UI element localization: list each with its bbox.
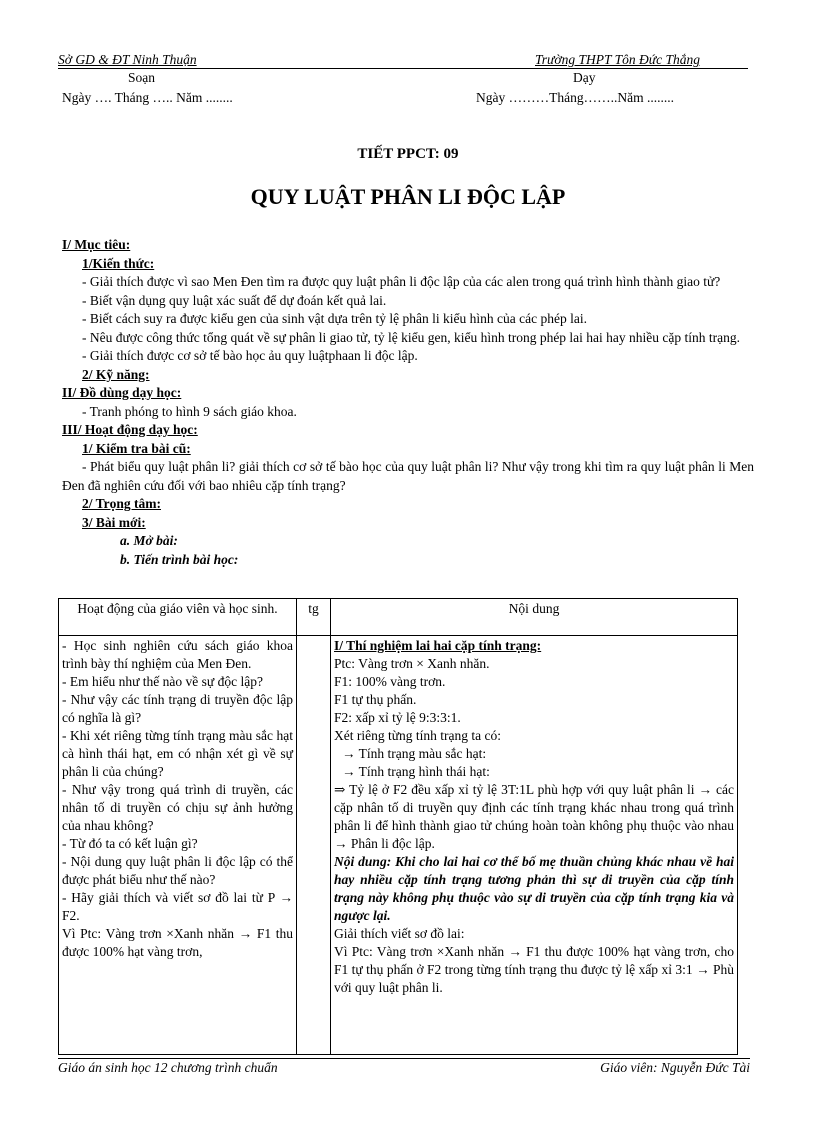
content-line: F2: xấp xỉ tỷ lệ 9:3:3:1. [334,710,461,725]
section-activities: III/ Hoạt động dạy học: [62,422,198,437]
lesson-title: QUY LUẬT PHÂN LI ĐỘC LẬP [250,184,566,209]
school-name: Trường THPT Tôn Đức Thắng [535,52,700,67]
content-heading: I/ Thí nghiệm lai hai cặp tính trạng: [334,638,542,653]
activity-line: - Em hiểu như thế nào về sự độc lập? [62,674,263,689]
soan-label: Soạn [128,70,155,85]
col-content-header: Nội dung [331,599,738,636]
section-review: 1/ Kiểm tra bài cũ: [82,440,191,456]
day-label: Dạy [573,70,596,85]
school-dept: Sở GD & ĐT Ninh Thuận [58,52,197,67]
activity-line: - Như vậy trong quá trình di truyền, các nhân tố di truyền có chịu sự ảnh hưởng của nhau không? [62,782,293,833]
knowledge-item: - Biết vận dụng quy luật xác suất để dự đoán kết quả lai. [82,292,387,308]
section-materials: II/ Đồ dùng dạy học: [62,385,182,400]
content-line: → Tính trạng hình thái hạt: [342,764,490,779]
knowledge-item: - Giải thích được vì sao Men Đen tìm ra được quy luật phân li độc lập của các alen trong quá trình hình thành giao tử? [82,274,721,289]
content-line: F1: 100% vàng trơn. [334,674,446,689]
page-footer [58,1058,750,1076]
knowledge-item: - Giải thích được cơ sở tế bào học ảu quy luậtphaan li độc lập. [82,348,418,363]
review-question: - Phát biểu quy luật phân li? giải thích cơ sở tế bào học của quy luật phân li? Như vậy trong khi tìm ra quy luật phân li Men Đen đã nghiên cứu đối với bao nhiêu cặp tính trạng? [62,459,754,493]
prep-date: Ngày …. Tháng ….. Năm ........ [62,90,233,105]
section-skills: 2/ Kỹ năng: [82,366,150,382]
activity-line: - Từ đó ta có kết luận gì? [62,836,198,851]
col-activities-header: Hoạt động của giáo viên và học sinh. [59,599,297,636]
section-focus: 2/ Trọng tâm: [82,496,161,511]
section-progress: b. Tiến trình bài học: [120,551,239,567]
content-line: Vì Ptc: Vàng trơn ×Xanh nhăn → F1 thu được 100% hạt vàng trơn, cho F1 tự thụ phấn ở F2 trong từng tính trạng thu được tỷ lệ xấp xỉ 3:1 → Phù với quy luật phân li. [334,944,734,995]
content-line: Giải thích viết sơ đồ lai: [334,926,465,941]
table-header-row [59,599,738,636]
teach-date: Ngày ………Tháng……..Năm ........ [476,90,674,105]
knowledge-item: - Nêu được công thức tổng quát về sự phân li giao tử, tỷ lệ kiểu gen, kiểu hình trong phép lai hai hay nhiều cặp tính trạng. [82,329,740,345]
law-statement: Nội dung: Khi cho lai hai cơ thể bố mẹ thuần chủng khác nhau về hai hay nhiều cặp tính trạng tương phản thì sự di truyền của cặp tính trạng này không phụ thuộc vào sự di truyền của cặp tính trạng kia và ngược lại. [334,854,734,923]
section-new-lesson: 3/ Bài mới: [82,514,146,530]
activity-line: Vì Ptc: Vàng trơn ×Xanh nhăn → F1 thu được 100% hạt vàng trơn, [62,926,293,959]
content-line: → Tính trạng màu sắc hạt: [342,746,487,761]
activity-line: - Học sinh nghiên cứu sách giáo khoa trình bày thí nghiệm của Men Đen. [62,638,293,671]
col-time-header: tg [297,599,331,636]
materials-item: - Tranh phóng to hình 9 sách giáo khoa. [82,403,297,419]
section-knowledge: 1/Kiến thức: [82,255,155,271]
content-cell [331,636,738,1055]
content-line: Ptc: Vàng trơn × Xanh nhăn. [334,656,490,671]
content-line: ⇒ Tỷ lệ ở F2 đều xấp xỉ tỷ lệ 3T:1L phù hợp với quy luật phân li → các cặp nhân tố di truyền quy định các tính trạng khác nhau trong quá trình phân li để hình thành giao tử chúng hoàn toàn không phụ thuộc vào nhau → Phân li độc lập. [334,782,734,851]
lesson-table [58,598,738,1055]
activity-line: - Hãy giải thích và viết sơ đồ lai từ P → F2. [62,890,293,923]
activities-cell [59,636,297,1055]
footer-teacher: Giáo viên: Nguyễn Đức Tài [600,1060,750,1075]
activity-line: - Khi xét riêng từng tính trạng màu sắc hạt cà hình thái hạt, em có nhận xét gì về sự phân li của chúng? [62,728,293,779]
table-row [59,636,738,1055]
section-intro: a. Mở bài: [120,533,178,548]
period-number: TIẾT PPCT: 09 [357,146,459,162]
content-line: F1 tự thụ phấn. [334,692,417,707]
activity-line: - Như vậy các tính trạng di truyền độc lập có nghĩa là gì? [62,692,293,725]
time-cell [297,636,331,1055]
section-objectives: I/ Mục tiêu: [62,237,131,252]
footer-course: Giáo án sinh học 12 chương trình chuẩn [58,1060,278,1075]
activity-line: - Nội dung quy luật phân li độc lập có thể được phát biểu như thế nào? [62,854,293,887]
header-rule [58,68,748,69]
knowledge-item: - Biết cách suy ra được kiểu gen của sinh vật dựa trên tỷ lệ phân li kiểu hình của các phép lai. [82,311,587,326]
objectives-block [62,236,754,569]
content-line: Xét riêng từng tính trạng ta có: [334,728,502,743]
